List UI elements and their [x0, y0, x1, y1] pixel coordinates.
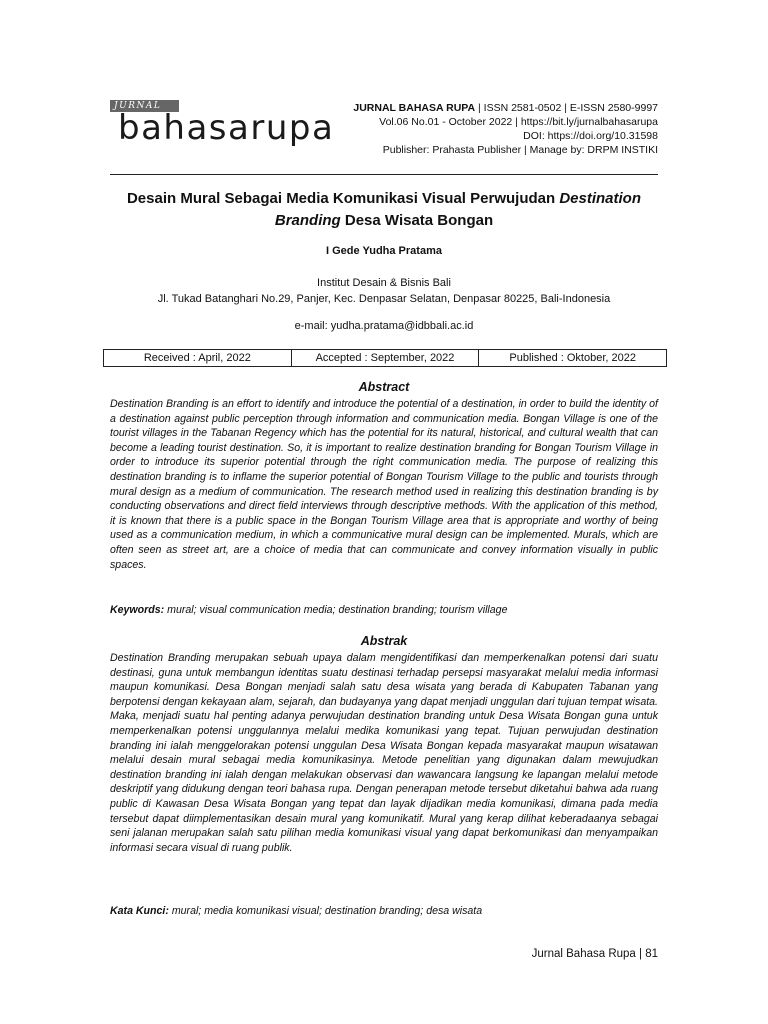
kata-kunci [110, 905, 658, 917]
kata-kunci-list: mural; media komunikasi visual; destination branding; desa wisata [168, 905, 483, 917]
keywords-label: Keywords: [110, 604, 165, 616]
journal-name: JURNAL BAHASA RUPA [353, 102, 476, 114]
received-date: Received : April, 2022 [143, 352, 251, 364]
author-name: I Gede Yudha Pratama [326, 245, 442, 257]
title-part-2: Desa Wisata Bongan [340, 212, 494, 229]
accepted-date: Accepted : September, 2022 [291, 350, 479, 366]
logo-small-text: JURNAL [110, 100, 179, 112]
logo-wordmark: bahasarupa [118, 108, 335, 148]
journal-publisher: Publisher: Prahasta Publisher | Manage by: DRPM INSTIKI [382, 144, 658, 156]
keywords [110, 604, 658, 616]
page-footer: Jurnal Bahasa Rupa | 81 [531, 948, 658, 960]
article-dates-table [103, 349, 667, 367]
author-email: e-mail: yudha.pratama@idbbali.ac.id [294, 320, 474, 332]
institution: Institut Desain & Bisnis Bali [317, 277, 451, 289]
title-italic-1: Destination [559, 190, 642, 207]
journal-issn: | ISSN 2581-0502 | E-ISSN 2580-9997 [475, 102, 658, 114]
header-divider [110, 174, 658, 175]
title-italic-2: Branding [274, 212, 341, 229]
journal-logo [108, 100, 335, 152]
abstract-heading: Abstract [358, 380, 410, 394]
abstrak-text: Destination Branding merupakan sebuah upaya dalam mengidentifikasi dan memperkenalkan potensi dari suatu destinasi, guna untuk membangun identitas suatu destinasi terhadap persepsi masyarakat melalui media informasi maupun komunikasi. Desa Bongan menjadi salah satu desa wisata yang berada di Kabupaten Tabanan yang berpotensi dengan kekayaan alam, sejarah, dan budayanya yang dapat menjadi unggulan dari tujuan tempat wisata. Maka, menjadi suatu hal penting adanya perwujudan destination branding untuk Desa Wisata Bongan guna untuk memperkenalkan potensi unggulannya melalui medika komunikasi yang tepat. Tujuan perwujudan destination branding ini ialah menggelorakan potensi unggulan Desa Wisata Bongan kepada masyarakat maupun wisatawan melalui desain mural sebagai media komunikasinya. Metode penelitian yang digunakan dalam mewujudkan destination branding ini ialah dengan melakukan observasi dan wawancara langsung ke lapangan melalui metode deskriptif yang didukung dengan teori bahasa rupa. Dengan penerapan metode tersebut diketahui bahwa ada ruang public di Kawasan Desa Wisata Bongan yang tepat dan layak dijadikan media komunikasi, dimana pada media tersebut dapat diimplementasikan desain mural yang komunikatif. Mural yang kerap dilihat keberadaanya sebagai seni jalanan merupakan salah satu pilihan media komunikasi visual yang dapat berkomunikasi dan menyampaikan informasi secara visual di ruang publik. [110, 652, 658, 854]
abstract-text: Destination Branding is an effort to identify and introduce the potential of a destination, in order to build the identity of a destination against public perception through information and communication media. Bongan Village is one of the tourist villages in the Tabanan Regency which has the potential for its natural, historical, and cultural wealth that can become a leading tourist destination. So, it is important to realize destination branding for Bongan Tourism Village in order to introduce its superior potential through the right communication media. The purpose of realizing this destination branding is to inflame the superior potential of Bongan Tourism Village to the public and tourists through mural design as a medium of communication. The research method used in realizing this destination branding is by conducting observations and direct field interviews through descriptive methods. With the application of this method, it is known that there is a public space in the Bongan Tourism Village area that is appropriate and worthy of being used as a communication medium, in which a communicative mural design can be implemented. Murals, which are often seen as street art, are a choice of media that can communicate and convey information visually in public spaces. [110, 398, 658, 571]
abstrak-heading: Abstrak [360, 634, 408, 648]
title-part-1: Desain Mural Sebagai Media Komunikasi Visual Perwujudan [126, 190, 560, 207]
journal-volume: Vol.06 No.01 - October 2022 | https://bit.ly/jurnalbahasarupa [379, 116, 658, 128]
published-date: Published : Oktober, 2022 [478, 350, 666, 366]
keywords-list: mural; visual communication media; destination branding; tourism village [164, 604, 508, 616]
journal-doi: DOI: https://doi.org/10.31598 [523, 130, 658, 142]
affiliation [110, 275, 658, 307]
article-title [110, 188, 658, 232]
kata-kunci-label: Kata Kunci: [110, 905, 169, 917]
journal-info [353, 101, 658, 157]
address: Jl. Tukad Batanghari No.29, Panjer, Kec. Denpasar Selatan, Denpasar 80225, Bali-Indonesia [157, 293, 611, 305]
